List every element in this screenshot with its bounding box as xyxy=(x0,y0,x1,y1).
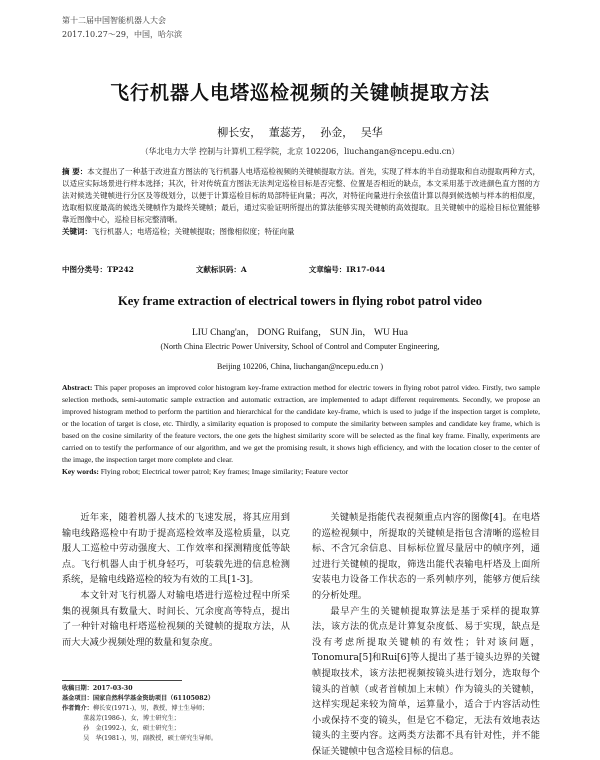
footnote xyxy=(62,684,290,744)
clc-number: 中图分类号：TP242 xyxy=(62,265,134,274)
footnote-fund: 基金项目：国家自然科学基金资助项目（61105082） xyxy=(62,695,215,702)
article-number: 文章编号：IR17-044 xyxy=(308,265,386,274)
body-paragraph: 关键帧是指能代表视频重点内容的图像[4]。在电塔的巡检视频中，所提取的关键帧是指包含清晰的巡检目标、不含冗余信息、目标标位置尽量居中的帧序列，通过进行关键帧的提取，筛选出能代表输电杆塔及上面所安装电力设备工作状态的一系列帧序列，能够方便后续的分析处理。 xyxy=(312,512,540,601)
footnote-author-1: 柳长安(1971-)，男，教授，博士生导师； xyxy=(92,705,209,712)
affiliation-en: (North China Electric Power University, School of Control and Computer Engineering, xyxy=(160,342,440,351)
affiliation-cn: （华北电力大学 控制与计算机工程学院，北京 102206，liuchangan@ncepu.edu.cn） xyxy=(140,147,460,156)
authors-cn: 柳长安， 董蕊芳， 孙金， 吴华 xyxy=(217,126,383,139)
classification-row xyxy=(62,264,540,275)
abstract-en-text: This paper proposes an improved color histogram key-frame extraction method for electric towers in flying robot patrol video. Firstly, two sample selection methods, semi-automatic sample extraction and automatic extraction, are implemented to adapt different requirements. Secondly, we propose an improved histogram method to perform the partition and hierarchical for the candidate key-frame, which is used to judge if the inspection target is complete, or the location of target is close, etc. Thirdly, a similarity equation is proposed to compute the similarity between samples and candidate key frame, which is based on the cosine similarity of the feature vectors, the one gets the highest similarity score will be selected as the final key frame. Finally, experiments are carried on to testify the performance of our algorithm, and we get the promising result, it shows high efficiency, and with the location closer to the center of the image, the inspection target more complete and clear. xyxy=(62,383,540,464)
body-paragraph: 近年来，随着机器人技术的飞速发展，将其应用到输电线路巡检中有助于提高巡检效率及巡检质量，以克服人工巡检中劳动强度大、工作效率和探测精度低等缺点。飞行机器人由于机身轻巧，可装载先进的信息检测系统，是输电线路巡检的较为有效的工具[1-3]。 xyxy=(62,512,290,586)
body-column-left xyxy=(62,510,290,650)
footnote-author-4: 吴 华(1981-)，男，副教授，硕士研究生导师。 xyxy=(83,735,218,742)
abstract-cn-text: 本文提出了一种基于改进直方图法的飞行机器人电塔巡检视频的关键帧提取方法。首先，实现了样本的半自动提取和自动提取两种方式，以适应实际场景进行样本选择；其次，针对传统直方图法无法判定巡检目标是否完整、位置是否相近的缺点，本文采用基于改进颜色直方图的方法对候选关键帧进行分区及等级划分，以便于计算巡检目标的局部特征向量；再次，对特征向量进行余弦值计算以得到候选帧与样本的相似度，选取相似度最高的候选关键帧作为最终关键帧；最后，通过实验证明所提出的算法能够实现关键帧的高效提取。且关键帧中的巡检目标位置能够靠近图像中心，巡检目标完整清晰。 xyxy=(62,167,540,224)
address-en: Beijing 102206, China, liuchangan@ncepu.edu.cn ) xyxy=(217,362,383,371)
conference-header xyxy=(62,14,182,42)
footnote-author-3: 孙 金(1992-)，女，硕士研究生； xyxy=(83,725,180,732)
keywords-en-text: Flying robot; Electrical tower patrol; Key frames; Image similarity; Feature vector xyxy=(100,467,349,476)
keywords-en-label: Key words: xyxy=(62,467,99,476)
conference-name: 第十二届中国智能机器人大会 xyxy=(62,16,166,25)
abstract-en xyxy=(62,382,540,478)
footnote-divider xyxy=(62,680,182,681)
paper-title-en: Key frame extraction of electrical towers in flying robot patrol video xyxy=(117,294,483,308)
keywords-cn-text: 飞行机器人；电塔巡检；关键帧提取；图像相似度；特征向量 xyxy=(92,227,295,236)
authors-en: LIU Chang'an， DONG Ruifang， SUN Jin， WU Hua xyxy=(191,328,409,338)
abstract-en-label: Abstract: xyxy=(62,383,93,392)
body-paragraph: 本文针对飞行机器人对输电塔进行巡检过程中所采集的视频具有数量大、时间长、冗余度高等特点，提出了一种针对输电杆塔巡检视频的关键帧的提取方法，从而大大减少视频处理的数量和复杂度。 xyxy=(62,589,290,648)
abstract-cn xyxy=(62,166,540,238)
footnote-received: 收稿日期：2017-03-30 xyxy=(62,685,133,692)
keywords-cn-label: 关键词： xyxy=(62,227,92,236)
conference-date-place: 2017.10.27～29，中国，哈尔滨 xyxy=(62,30,182,39)
abstract-cn-label: 摘 要： xyxy=(62,167,88,176)
footnote-author-label: 作者简介： xyxy=(62,705,93,712)
body-column-right xyxy=(312,510,540,760)
body-paragraph: 最早产生的关键帧提取算法是基于采样的提取算法，该方法的优点是计算复杂度低、易于实现，缺点是没有考虑所提取关键帧的有效性；针对该问题，Tonomura[5]和Rui[6]等人提出了基于镜头边界的关键帧提取技术，该方法把视频按镜头进行划分，选取每个镜头的首帧（或者首帧加上末帧）作为镜头的关键帧，这样实现起来较为简单，运算量小，适合于内容活动性小或保持不变的镜头，但是它不稳定，无法有效地表达镜头的主要内容。这两类方法都不具有针对性，并不能保证关键帧中包含巡检目标的信息。 xyxy=(312,605,540,757)
paper-title-cn: 飞行机器人电塔巡检视频的关键帧提取方法 xyxy=(109,82,490,104)
document-code: 文献标识码：A xyxy=(195,265,247,274)
footnote-author-2: 董蕊芳(1986-)，女，博士研究生； xyxy=(83,715,180,722)
